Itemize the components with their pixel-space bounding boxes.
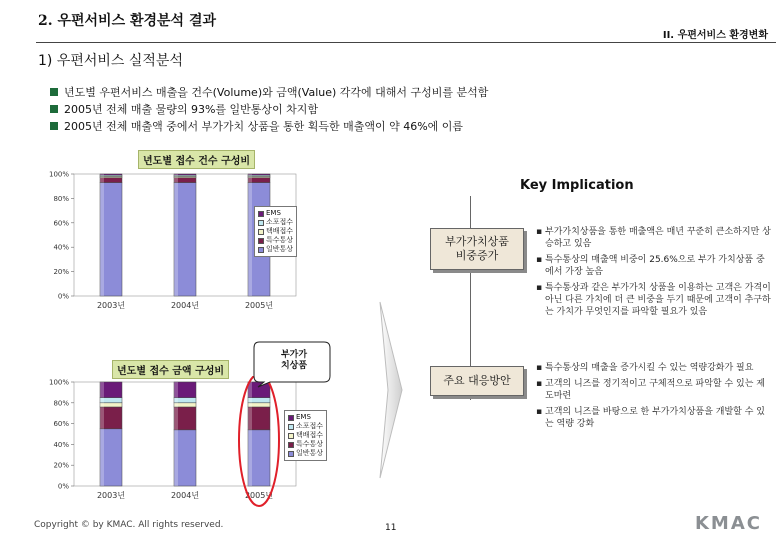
legend-label: 특수통상 (296, 440, 324, 448)
copyright-text: Copyright © by KMAC. All rights reserved. (34, 520, 224, 530)
legend-swatch (288, 433, 294, 439)
bar-highlight (174, 183, 178, 296)
bar-highlight (248, 174, 252, 175)
legend-entry (288, 413, 323, 422)
y-tick-label: 20% (53, 268, 69, 277)
square-bullet-icon (50, 105, 58, 113)
ki-note-item: ▪ 부가가치상품을 통한 매출액은 매년 꾸준히 큰소하지만 상승하고 있음 (536, 226, 772, 250)
legend-swatch (258, 247, 264, 253)
ki-box-value-added: 부가가치상품 비중증가 (430, 228, 524, 270)
bar-highlight (174, 407, 178, 430)
ki-note-item: ▪ 특수통상과 같은 부가가치 상품을 이용하는 고객은 가격이 아닌 다른 가치에 더 큰 비중을 두기 때문에 고객이 추구하는 가치가 무엇인지를 파악할 필요가 있음 (536, 282, 772, 318)
legend-entry (288, 431, 323, 440)
legend-label: 택배접수 (266, 227, 294, 235)
legend-swatch (288, 442, 294, 448)
legend-entry (258, 236, 293, 245)
volume-composition-chart (34, 168, 354, 318)
header-divider (36, 42, 776, 43)
ki-notes-value-added (536, 226, 772, 322)
page-number: 11 (385, 523, 397, 533)
y-tick-label: 40% (53, 440, 69, 449)
legend-label: 특수통상 (266, 236, 294, 244)
bar-highlight (248, 178, 252, 183)
key-implication-title: Key Implication (520, 178, 634, 193)
bar-highlight (248, 398, 252, 403)
legend-label: 소포접수 (296, 422, 324, 430)
y-tick-label: 60% (53, 420, 69, 429)
legend-label: EMS (296, 413, 311, 421)
legend-swatch (288, 415, 294, 421)
legend-entry (288, 449, 323, 458)
chart2-legend (284, 410, 327, 461)
legend-entry (258, 245, 293, 254)
legend-swatch (258, 229, 264, 235)
chart1-title: 년도별 접수 건수 구성비 (138, 150, 255, 169)
ki-box-response: 주요 대응방안 (430, 366, 524, 396)
category-label: 2005년 (244, 491, 274, 500)
legend-entry (258, 227, 293, 236)
bar-highlight (100, 183, 104, 296)
y-tick-label: 40% (53, 243, 69, 252)
bar-highlight (100, 174, 104, 175)
legend-label: 일반통상 (296, 449, 324, 457)
y-tick-label: 100% (48, 378, 69, 387)
y-tick-label: 80% (53, 194, 69, 203)
legend-swatch (288, 424, 294, 430)
ki-note-item: ▪ 고객의 니즈를 바탕으로 한 부가가치상품을 개발할 수 있는 역량 강화 (536, 406, 772, 430)
ki-note-item: ▪ 특수통상의 매출을 증가시킬 수 있는 역량강화가 필요 (536, 362, 772, 374)
y-tick-label: 20% (53, 461, 69, 470)
legend-label: 소포접수 (266, 218, 294, 226)
bar-highlight (100, 407, 104, 429)
bar-highlight (174, 382, 178, 398)
bar-highlight (248, 183, 252, 296)
ki-note-item: ▪ 고객의 니즈를 정기적이고 구체적으로 파악할 수 있는 제도마련 (536, 378, 772, 402)
bar-highlight (174, 403, 178, 407)
chart1-legend (254, 206, 297, 257)
legend-swatch (258, 238, 264, 244)
y-tick-label: 100% (48, 170, 69, 179)
ki-notes-response (536, 362, 772, 434)
y-tick-label: 80% (53, 399, 69, 408)
category-label: 2005년 (244, 301, 274, 310)
kmac-logo: KMAC (694, 513, 762, 534)
bar-highlight (174, 430, 178, 486)
subheading: 1) 우편서비스 실적분석 (38, 53, 183, 69)
chart2-title: 년도별 접수 금액 구성비 (112, 360, 229, 379)
ki-note-item: ▪ 특수통상의 매출액 비중이 25.6%으로 부가 가치상품 중에서 가장 높음 (536, 254, 772, 278)
bar-highlight (174, 398, 178, 403)
square-bullet-icon (50, 88, 58, 96)
bar-highlight (248, 430, 252, 486)
summary-bullets (50, 84, 488, 135)
bar-highlight (100, 382, 104, 398)
legend-entry (258, 218, 293, 227)
bar-highlight (248, 403, 252, 407)
bar-highlight (100, 429, 104, 486)
bar-highlight (100, 178, 104, 183)
legend-label: 택배접수 (296, 431, 324, 439)
section-label: II. 우편서비스 환경변화 (662, 30, 768, 41)
bullet-item: 년도별 우편서비스 매출을 건수(Volume)와 금액(Value) 각각에 대해서 구성비를 분석함 (50, 84, 488, 101)
legend-label: EMS (266, 209, 281, 217)
page-title: 2. 우편서비스 환경분석 결과 (38, 13, 217, 29)
category-label: 2003년 (96, 301, 126, 310)
y-tick-label: 0% (57, 292, 69, 301)
legend-swatch (258, 211, 264, 217)
chevron-arrow-icon (378, 300, 404, 480)
category-label: 2003년 (96, 491, 126, 500)
category-label: 2004년 (170, 491, 200, 500)
legend-entry (258, 209, 293, 218)
bullet-item: 2005년 전체 매출 물량의 93%를 일반통상이 차지함 (50, 101, 488, 118)
bar-highlight (100, 398, 104, 403)
category-label: 2004년 (170, 301, 200, 310)
square-bullet-icon (50, 122, 58, 130)
bar-highlight (174, 174, 178, 175)
y-tick-label: 0% (57, 482, 69, 491)
bar-highlight (174, 178, 178, 183)
legend-label: 일반통상 (266, 245, 294, 253)
bar-highlight (100, 403, 104, 407)
legend-entry (288, 422, 323, 431)
bar-highlight (248, 407, 252, 430)
callout-text: 부가가 치상품 (280, 350, 308, 371)
bullet-item: 2005년 전체 매출액 중에서 부가가치 상품을 통한 획득한 매출액이 약 46%에 이름 (50, 118, 488, 135)
legend-entry (288, 440, 323, 449)
legend-swatch (258, 220, 264, 226)
y-tick-label: 60% (53, 219, 69, 228)
legend-swatch (288, 451, 294, 457)
